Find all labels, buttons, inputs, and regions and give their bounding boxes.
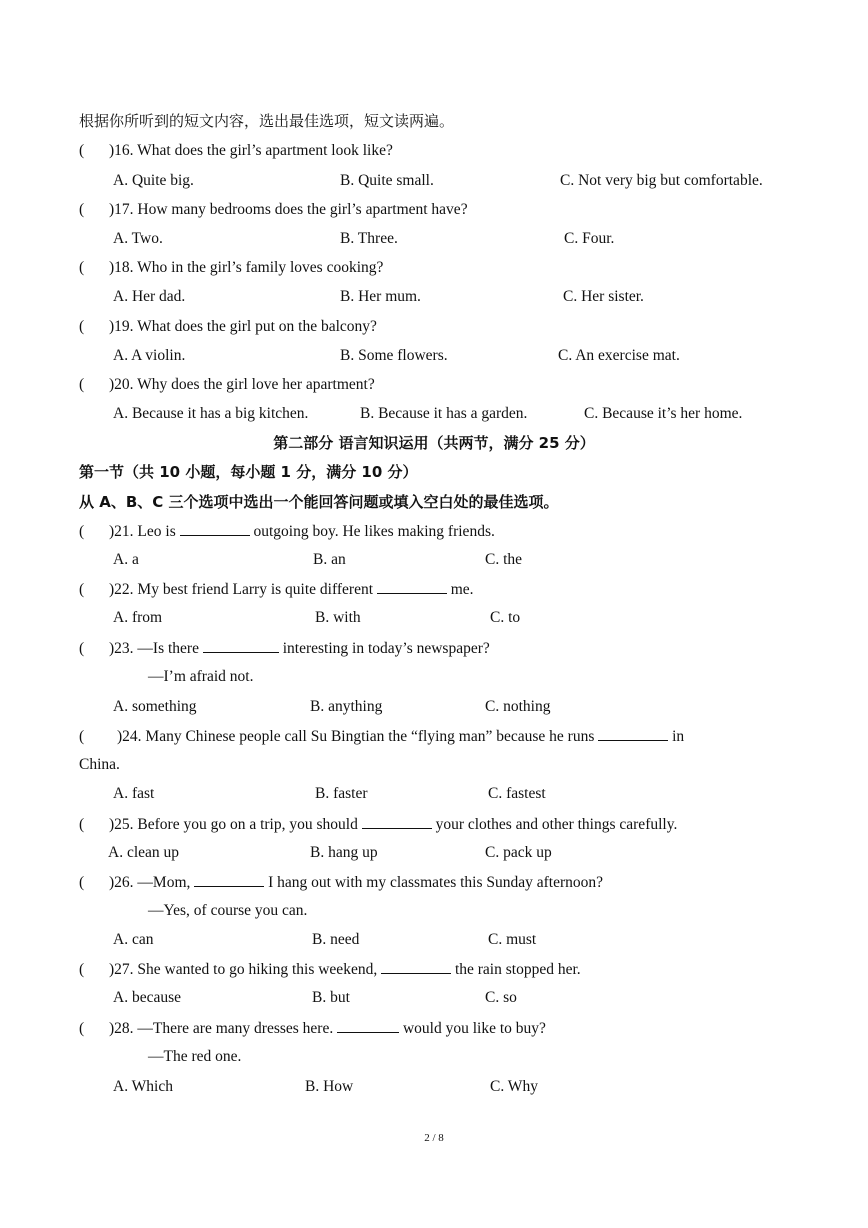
question-22 [79, 579, 474, 600]
answer-paren: ( [79, 318, 85, 335]
q16-option-c: C. Not very big but comfortable. [560, 172, 763, 189]
question-stem-start: )21. Leo is [109, 523, 180, 540]
question-stem-start: )26. —Mom, [109, 874, 195, 891]
listening-instruction: 根据你所听到的短文内容，选出最佳选项，短文读两遍。 [79, 112, 455, 130]
q27-option-b: B. but [312, 989, 350, 1006]
question-stem-end: in [668, 728, 685, 745]
q24-continuation: China. [79, 756, 120, 773]
question-stem-start: )27. She wanted to go hiking this weekend, [109, 961, 382, 978]
q28-option-a: A. Which [113, 1078, 173, 1095]
question-number: 18 [114, 259, 130, 276]
q20-option-b: B. Because it has a garden. [360, 405, 528, 422]
q27-option-c: C. so [485, 989, 517, 1006]
question-stem-start: )22. My best friend Larry is quite different [109, 581, 377, 598]
q23-reply: —I’m afraid not. [148, 668, 254, 685]
question-stem: What does the girl put on the balcony? [137, 318, 377, 335]
q21-option-a: A. a [113, 551, 139, 568]
q23-option-a: A. something [113, 698, 197, 715]
answer-blank [194, 872, 264, 887]
q25-option-b: B. hang up [310, 844, 378, 861]
answer-paren: ( [79, 581, 85, 598]
q22-option-a: A. from [113, 609, 163, 626]
q18-option-a: A. Her dad. [113, 288, 186, 305]
question-27 [79, 959, 581, 980]
question-20: ( )20. Why does the girl love her apartment? [79, 376, 375, 393]
question-26 [79, 872, 603, 893]
question-25 [79, 814, 677, 835]
q19-option-b: B. Some flowers. [340, 347, 448, 364]
question-stem: Why does the girl love her apartment? [137, 376, 375, 393]
question-number: 17 [114, 201, 130, 218]
answer-blank [598, 726, 668, 741]
question-21 [79, 521, 495, 542]
question-stem-end: outgoing boy. He likes making friends. [249, 523, 495, 540]
question-19: ( )19. What does the girl put on the balcony? [79, 318, 377, 335]
answer-paren: ( [79, 201, 85, 218]
q20-option-c: C. Because it’s her home. [584, 405, 743, 422]
q16-option-b: B. Quite small. [340, 172, 434, 189]
question-stem-end: your clothes and other things carefully. [431, 816, 678, 833]
q25-option-c: C. pack up [485, 844, 552, 861]
page-number: 2 / 8 [424, 1132, 444, 1144]
q22-option-c: C. to [490, 609, 521, 626]
q17-option-b: B. Three. [340, 230, 398, 247]
answer-blank [180, 521, 250, 536]
q21-option-c: C. the [485, 551, 523, 568]
q24-option-c: C. fastest [488, 785, 546, 802]
question-stem-start: )28. —There are many dresses here. [109, 1020, 338, 1037]
question-stem: What does the girl’s apartment look like? [137, 142, 393, 159]
q23-option-c: C. nothing [485, 698, 551, 715]
question-stem-end: the rain stopped her. [451, 961, 581, 978]
q26-reply: —Yes, of course you can. [148, 902, 308, 919]
q28-option-c: C. Why [490, 1078, 538, 1095]
q19-option-c: C. An exercise mat. [558, 347, 680, 364]
q24-option-b: B. faster [315, 785, 368, 802]
q22-option-b: B. with [315, 609, 361, 626]
question-stem-start: )23. —Is there [109, 640, 203, 657]
q23-option-b: B. anything [310, 698, 383, 715]
answer-paren: ( [79, 523, 85, 540]
q26-option-a: A. can [113, 931, 154, 948]
question-number: 16 [114, 142, 130, 159]
question-stem-start: )24. Many Chinese people call Su Bingtian the “flying man” because he runs [117, 728, 599, 745]
q19-option-a: A. A violin. [113, 347, 186, 364]
question-stem: Who in the girl’s family loves cooking? [137, 259, 384, 276]
q25-option-a: A. clean up [108, 844, 180, 861]
q20-option-a: A. Because it has a big kitchen. [113, 405, 309, 422]
question-23 [79, 638, 490, 659]
question-stem-end: I hang out with my classmates this Sunday afternoon? [264, 874, 604, 891]
section-one-instruction: 从 A、B、C 三个选项中选出一个能回答问题或填入空白处的最佳选项。 [79, 493, 559, 511]
question-24 [79, 726, 684, 747]
answer-paren: ( [79, 816, 85, 833]
answer-paren: ( [79, 1020, 85, 1037]
q24-option-a: A. fast [113, 785, 155, 802]
question-number: 20 [114, 376, 130, 393]
answer-paren: ( [79, 142, 85, 159]
question-stem-end: interesting in today’s newspaper? [278, 640, 490, 657]
answer-blank [203, 638, 279, 653]
q21-option-b: B. an [313, 551, 346, 568]
answer-blank [362, 814, 432, 829]
answer-paren: ( [79, 640, 85, 657]
question-18: ( )18. Who in the girl’s family loves cooking? [79, 259, 384, 276]
question-stem: How many bedrooms does the girl’s apartment have? [137, 201, 468, 218]
answer-paren: ( [79, 376, 85, 393]
q17-option-c: C. Four. [564, 230, 615, 247]
answer-paren: ( [79, 259, 85, 276]
q17-option-a: A. Two. [113, 230, 163, 247]
answer-blank [337, 1018, 399, 1033]
q26-option-b: B. need [312, 931, 360, 948]
q18-option-b: B. Her mum. [340, 288, 421, 305]
q28-reply: —The red one. [148, 1048, 242, 1065]
answer-paren: ( [79, 961, 85, 978]
question-28 [79, 1018, 546, 1039]
question-16: ( )16. What does the girl’s apartment look like? [79, 142, 393, 159]
q26-option-c: C. must [488, 931, 537, 948]
answer-blank [381, 959, 451, 974]
question-stem-end: would you like to buy? [399, 1020, 546, 1037]
q27-option-a: A. because [113, 989, 181, 1006]
answer-blank [377, 579, 447, 594]
answer-paren: ( [79, 728, 85, 745]
question-stem-end: me. [446, 581, 474, 598]
part-two-title: 第二部分 语言知识运用（共两节，满分 25 分） [273, 434, 595, 452]
question-number: 19 [114, 318, 130, 335]
question-stem-start: )25. Before you go on a trip, you should [109, 816, 362, 833]
question-17: ( )17. How many bedrooms does the girl’s apartment have? [79, 201, 468, 218]
q16-option-a: A. Quite big. [113, 172, 194, 189]
q28-option-b: B. How [305, 1078, 354, 1095]
answer-paren: ( [79, 874, 85, 891]
q18-option-c: C. Her sister. [563, 288, 644, 305]
section-one-title: 第一节（共 10 小题，每小题 1 分，满分 10 分） [79, 463, 418, 481]
